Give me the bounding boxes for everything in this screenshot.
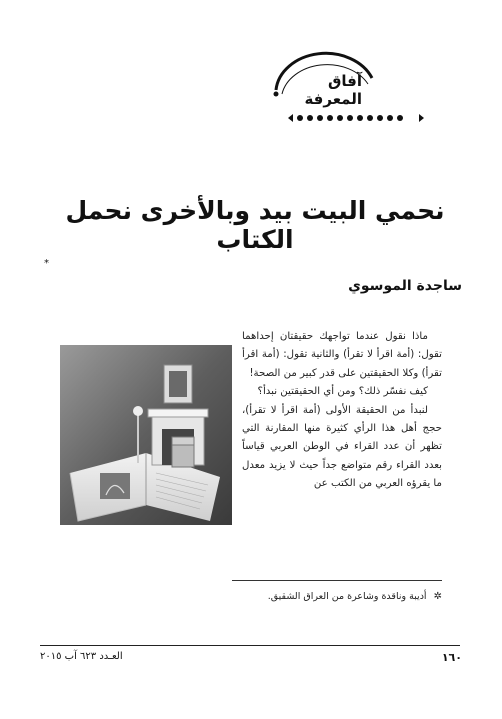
article-paragraph-2: كيف نفسّر ذلك؟ ومن أي الحقيقتين نبدأ؟ xyxy=(257,386,428,398)
journal-logo xyxy=(268,48,380,108)
page-number: ١٦٠ xyxy=(441,651,462,664)
article-author: ساجدة الموسوي xyxy=(348,278,462,294)
pop-up-book-photo xyxy=(60,345,232,525)
article-title: نحمي البيت بيد وبالأخرى نحمل الكتاب xyxy=(65,196,445,254)
journal-name: آفاق المعرفة xyxy=(304,72,362,108)
footer-divider xyxy=(40,645,460,646)
author-footnote xyxy=(180,591,442,602)
issue-info: العـدد ٦٢٣ آب ٢٠١٥ xyxy=(40,651,123,662)
article-body xyxy=(242,328,442,494)
author-footnote-mark: * xyxy=(44,258,49,269)
footnote-divider xyxy=(232,580,442,581)
footnote-text: أديبة وناقدة وشاعرة من العراق الشقيق. xyxy=(267,591,427,602)
decorative-dots-icon xyxy=(286,112,426,124)
article-paragraph-1: ماذا نقول عندما تواجهك حقيقتان إحداهما تقول: (أمة اقرأ لا تقرأ) والثانية تقول: (أمة اقرأ تقرأ) وكلا الحقيقتين على قدر كبير من الصحة! xyxy=(242,331,442,379)
star-icon: ✲ xyxy=(433,591,442,602)
article-paragraph-3: لنبدأ من الحقيقة الأولى (أمة اقرأ لا تقرأ)، حجج أهل هذا الرأي كثيرة منها المقارنة التي تظهر أن عدد القراء في الوطن العربي قياساً بعدد القراء رقم متواضع جداً حيث لا يزيد معدل ما يقرؤه العربي من الكتب عن xyxy=(242,404,442,490)
